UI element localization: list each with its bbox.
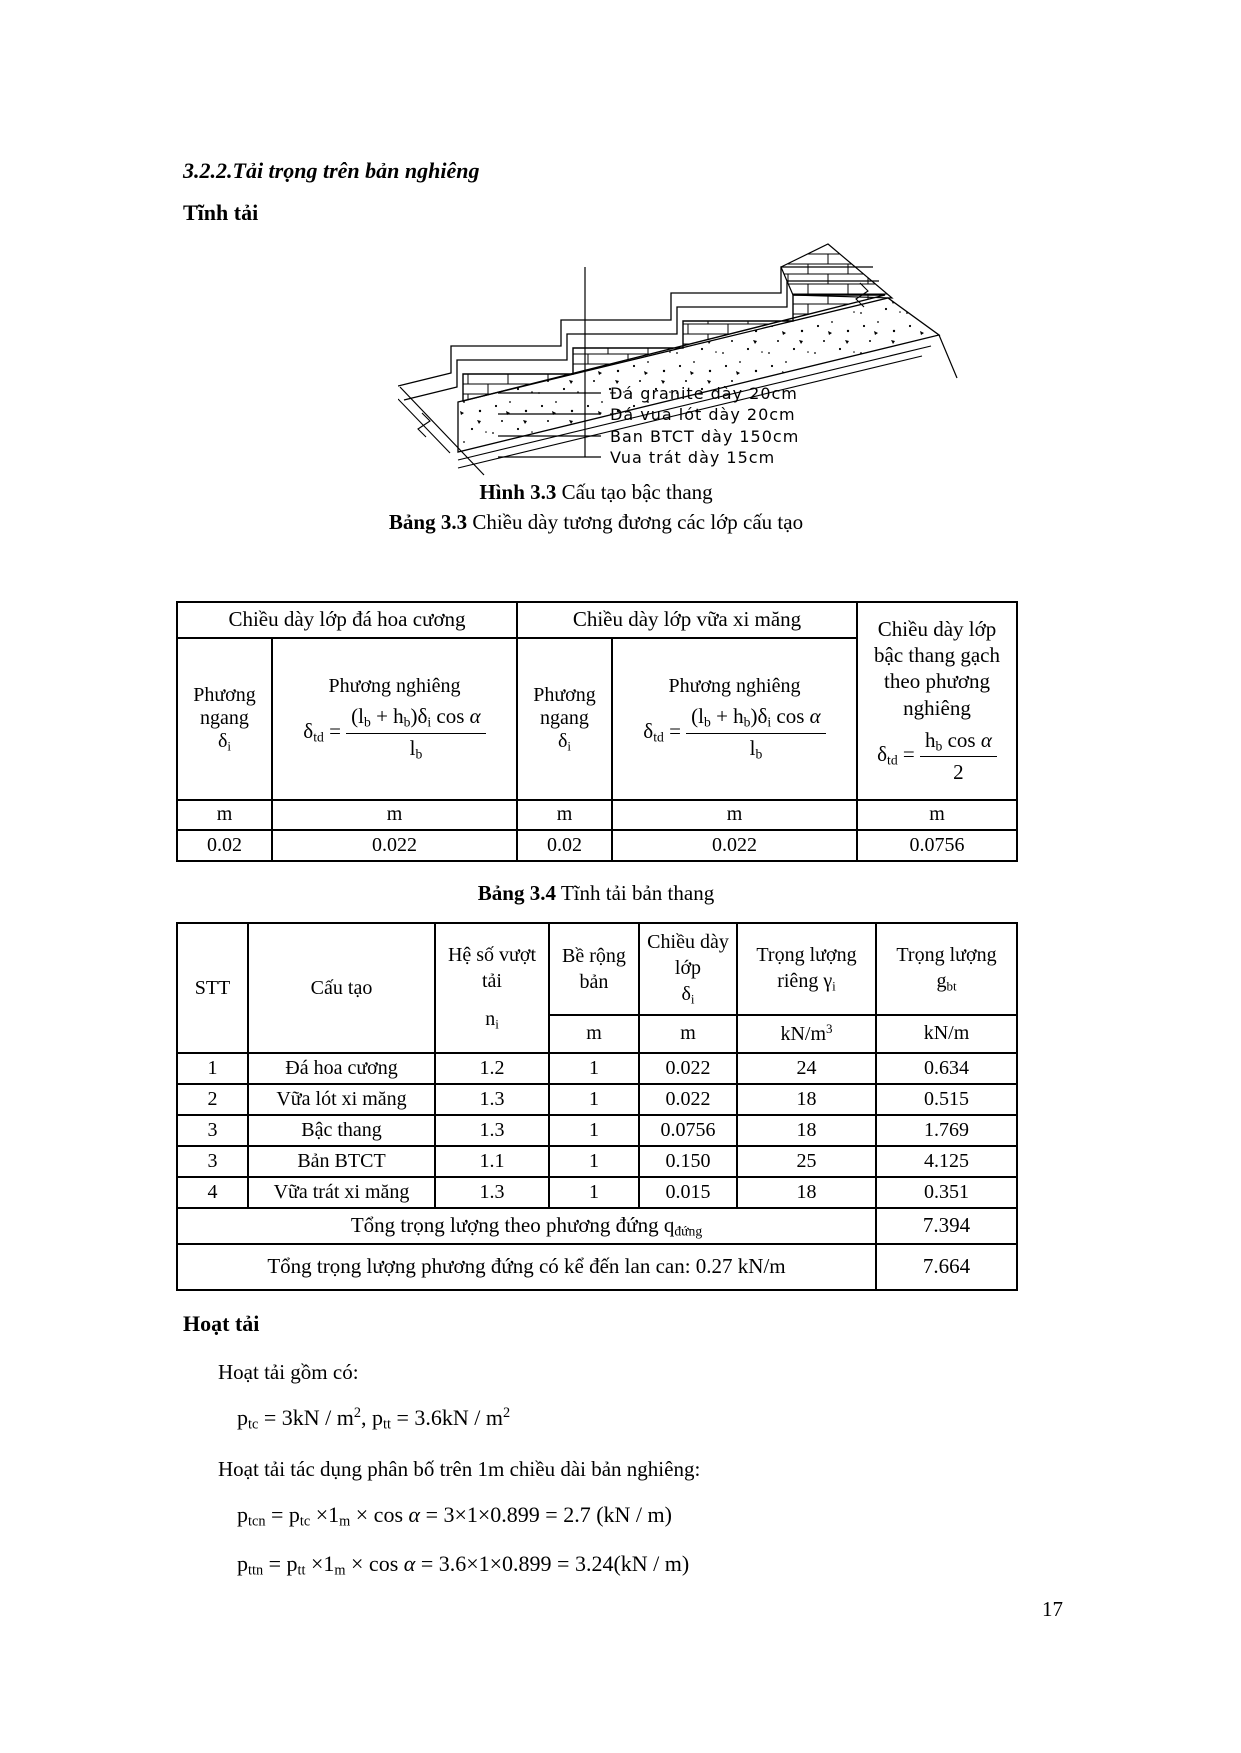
- figure-label-rc-slab: Ban BTCT dày 150cm: [610, 426, 800, 446]
- col-header-chieu-day: Chiều dày lớp $\delta_i$: [639, 923, 737, 1015]
- table34-caption-text: Tĩnh tải bản thang: [555, 880, 715, 905]
- unit-cell: m: [857, 800, 1017, 830]
- static-load-table: [176, 922, 1018, 1291]
- col-header-he-so: Hệ số vượt tải $n_i$: [435, 923, 549, 1053]
- live-load-standard-formula: $p_{tcn} = p_{tc} \times 1_m \times \cos \alpha = 3\times 1\times 0.899 = 2.7$ (kN / m): [237, 1502, 672, 1530]
- table34-caption-number: Bảng 3.4: [477, 880, 556, 905]
- value-cell: 0.02: [517, 830, 612, 861]
- total-with-railing-row: [177, 1244, 1017, 1290]
- total-vertical-label: Tổng trọng lượng theo phương đứng $q_{đứng}$: [177, 1208, 876, 1244]
- live-load-distribution-text: Hoạt tải tác dụng phân bố trên 1m chiều dài bản nghiêng:: [218, 1456, 701, 1481]
- unit-cell: kN/m: [876, 1015, 1017, 1053]
- col-header-cau-tao: Cấu tạo: [248, 923, 435, 1053]
- total-with-railing-value: 7.664: [876, 1244, 1017, 1290]
- total-vertical-row: [177, 1208, 1017, 1244]
- unit-cell: m: [639, 1015, 737, 1053]
- granite-incline-formula: $\delta_{td}$ = $\frac{(l_b + h_b)\delta_i \cos \alpha}{l_b}$: [276, 704, 513, 762]
- stair-figure: [176, 239, 1016, 477]
- header-row: [177, 923, 1017, 1015]
- page-content: [176, 0, 1016, 1579]
- table-row: 2 Vữa lót xi măng 1.3 1 0.022 18 0.515: [177, 1084, 1017, 1115]
- left-cut-line-2: [398, 399, 450, 453]
- right-cut-line: [939, 335, 957, 378]
- step-layer-title: Chiều dày lớp bậc thang gạch theo phương nghiêng: [874, 616, 1000, 720]
- group-header-granite: Chiều dày lớp đá hoa cương: [177, 602, 517, 638]
- table33-caption-text: Chiều dày tương đương các lớp cấu tạo: [467, 509, 804, 534]
- figure-label-granite: Đá granite dày 20cm: [610, 383, 798, 403]
- values-row: [177, 830, 1017, 861]
- unit-cell: m: [177, 800, 272, 830]
- figure-caption-number: Hình 3.3: [479, 479, 557, 504]
- col-header-be-rong: Bề rộng bản: [549, 923, 639, 1015]
- mortar-horizontal-header: Phương ngang $\delta_i$: [517, 638, 612, 800]
- table33-caption: [176, 507, 1016, 537]
- mortar-incline-formula: $\delta_{td}$ = $\frac{(l_b + h_b)\delta_i \cos \alpha}{l_b}$: [616, 704, 853, 762]
- section-heading: 3.2.2.Tải trọng trên bản nghiêng: [183, 158, 480, 183]
- figure-label-mortar-bed: Đá vua lót dày 20cm: [610, 404, 796, 424]
- value-cell: 0.022: [272, 830, 517, 861]
- unit-cell: m: [272, 800, 517, 830]
- live-load-intro: Hoạt tải gồm có:: [218, 1360, 359, 1385]
- brick-wedge: [781, 244, 892, 298]
- stair-drawing: [398, 239, 958, 477]
- group-header-row: [177, 602, 1017, 638]
- col-header-stt: STT: [177, 923, 248, 1053]
- table-row: 1 Đá hoa cương 1.2 1 0.022 24 0.634: [177, 1053, 1017, 1084]
- live-load-design-formula: $p_{ttn} = p_{tt} \times 1_m \times \cos \alpha = 3.6\times 1\times 0.899 = 3.24(kN / m)$: [237, 1550, 690, 1579]
- equivalent-thickness-table: [176, 601, 1018, 862]
- granite-horizontal-header: Phương ngang $\delta_i$: [177, 638, 272, 800]
- unit-cell: m: [517, 800, 612, 830]
- table-row: 3 Bậc thang 1.3 1 0.0756 18 1.769: [177, 1115, 1017, 1146]
- unit-cell: $kN/m^3$: [737, 1015, 876, 1053]
- live-load-heading: Hoạt tải: [183, 1310, 260, 1336]
- granite-incline-header: Phương nghiêng $\delta_{td}$ = $\frac{(l_b + h_b)\delta_i \cos \alpha}{l_b}$: [272, 638, 517, 800]
- figure-caption: [176, 477, 1016, 507]
- figure-caption-text: Cấu tạo bậc thang: [556, 479, 713, 504]
- live-load-values-formula: $p_{tc} = 3kN / m^2$, $p_{tt} = 3.6kN / m^2$: [237, 1405, 511, 1433]
- col-header-trong-luong-rieng: Trọng lượng riêng $\gamma_i$: [737, 923, 876, 1015]
- units-row: [177, 800, 1017, 830]
- value-cell: 0.0756: [857, 830, 1017, 861]
- mortar-incline-header: Phương nghiêng $\delta_{td}$ = $\frac{(l_b + h_b)\delta_i \cos \alpha}{l_b}$: [612, 638, 857, 800]
- group-header-mortar: Chiều dày lớp vữa xi măng: [517, 602, 857, 638]
- value-cell: 0.022: [612, 830, 857, 861]
- table-row: 3 Bản BTCT 1.1 1 0.150 25 4.125: [177, 1146, 1017, 1177]
- step-layer-formula: $\delta_{td}$ = $\frac{h_b \cos \alpha}{2}$: [861, 727, 1013, 786]
- unit-cell: m: [612, 800, 857, 830]
- table33-caption-number: Bảng 3.3: [388, 509, 468, 534]
- value-cell: 0.02: [177, 830, 272, 861]
- static-load-heading: Tĩnh tải: [183, 200, 259, 226]
- total-vertical-value: 7.394: [876, 1208, 1017, 1244]
- col-header-trong-luong: Trọng lượng $g_{bt}$: [876, 923, 1017, 1015]
- table34-caption: [176, 878, 1016, 908]
- unit-cell: m: [549, 1015, 639, 1053]
- table-row: 4 Vữa trát xi măng 1.3 1 0.015 18 0.351: [177, 1177, 1017, 1208]
- header-step-layer: [857, 602, 1017, 800]
- figure-label-plaster: Vua trát dày 15cm: [610, 447, 776, 467]
- total-with-railing-label: Tổng trọng lượng phương đứng có kể đến lan can: 0.27 kN/m: [177, 1244, 876, 1290]
- page-number: 17: [1042, 1597, 1063, 1621]
